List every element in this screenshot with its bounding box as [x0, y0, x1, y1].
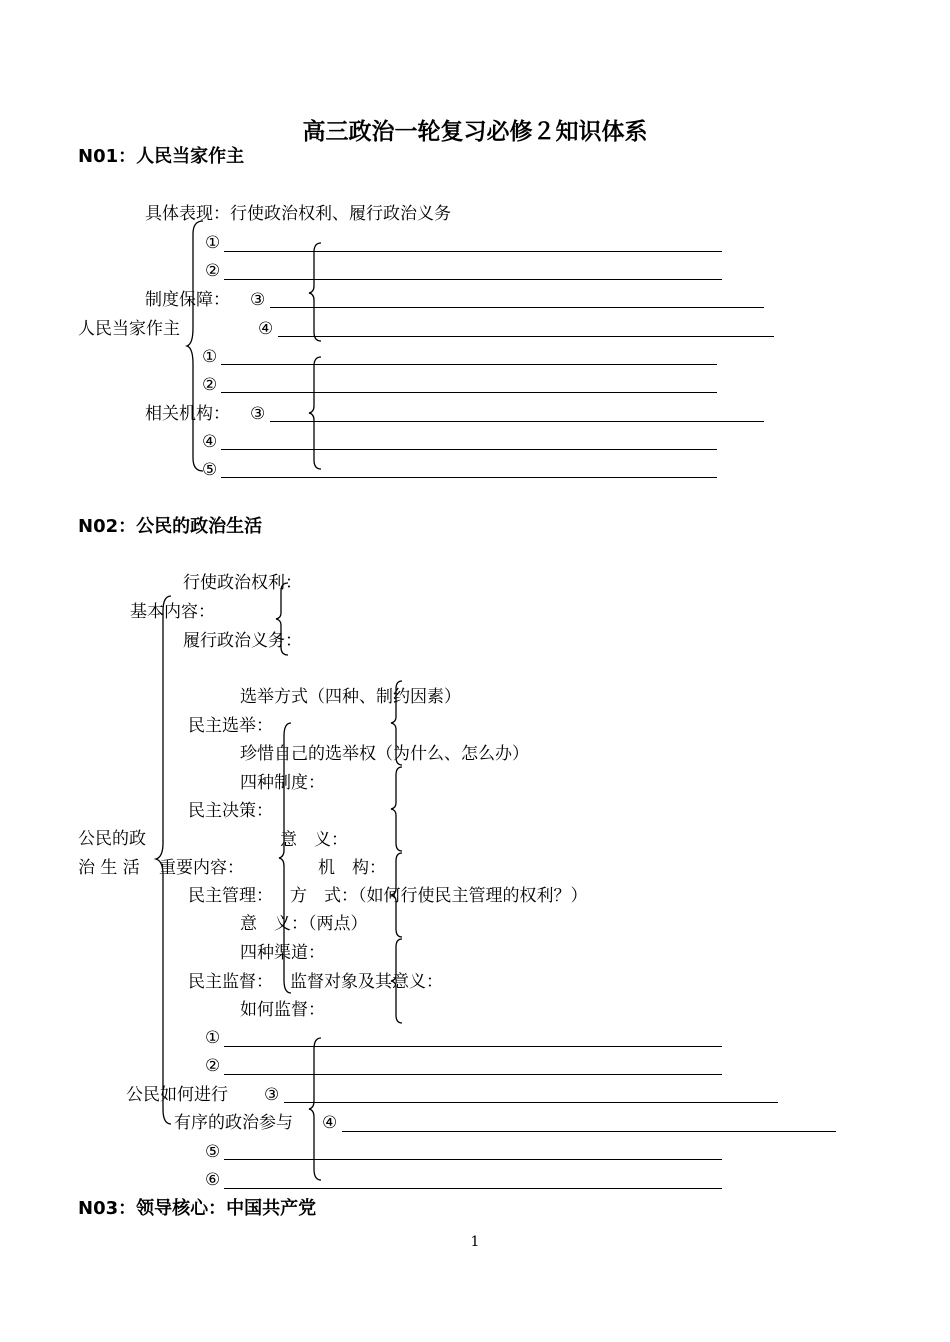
participate-mark-2: ② — [205, 1056, 221, 1076]
answer-line[interactable] — [221, 477, 717, 478]
system-brace — [308, 242, 324, 342]
supervision-label: 民主监督： — [188, 972, 273, 992]
no2-root-line1: 公民的政 — [78, 829, 146, 849]
institution-brace — [308, 356, 324, 470]
system-mark-1: ① — [205, 233, 221, 253]
supervision-brace — [390, 938, 404, 1024]
no2-root-line2: 治 生 活 — [78, 858, 140, 878]
system-mark-2: ② — [205, 261, 221, 281]
answer-line[interactable] — [221, 449, 717, 450]
organ-text: 机 构： — [318, 858, 386, 878]
page-number: 1 — [470, 1234, 480, 1250]
answer-line[interactable] — [270, 307, 764, 308]
meaning-1-text: 意 义： — [280, 830, 348, 850]
decision-label: 民主决策： — [188, 801, 273, 821]
answer-line[interactable] — [224, 251, 722, 252]
participate-mark-5: ⑤ — [205, 1142, 221, 1162]
institution-mark-5: ⑤ — [202, 460, 218, 480]
answer-line[interactable] — [224, 1074, 722, 1075]
participate-label-1: 公民如何进行 — [126, 1085, 228, 1105]
participate-mark-3: ③ — [264, 1085, 280, 1105]
section-heading-no2: N02：公民的政治生活 — [78, 516, 263, 537]
election-brace — [390, 680, 404, 766]
important-brace — [278, 722, 294, 994]
decision-brace — [390, 766, 404, 852]
institution-label: 相关机构： — [145, 404, 230, 424]
management-brace — [390, 852, 404, 938]
answer-line[interactable] — [221, 392, 717, 393]
election-methods-text: 选举方式（四种、制约因素） — [240, 687, 461, 707]
exercise-rights-text: 行使政治权利： — [183, 573, 302, 593]
how-supervise-text: 如何监督： — [240, 1000, 325, 1020]
answer-line[interactable] — [224, 1188, 722, 1189]
answer-line[interactable] — [224, 279, 722, 280]
answer-line[interactable] — [278, 336, 774, 337]
system-mark-3: ③ — [250, 290, 266, 310]
institution-mark-3: ③ — [250, 404, 266, 424]
answer-line[interactable] — [224, 1046, 722, 1047]
basic-content-label: 基本内容： — [130, 602, 215, 622]
answer-line[interactable] — [224, 1159, 722, 1160]
participate-mark-4: ④ — [322, 1113, 338, 1133]
election-label: 民主选举： — [188, 716, 273, 736]
four-channels-text: 四种渠道： — [240, 943, 325, 963]
important-content-label: 重要内容： — [159, 858, 244, 878]
participate-mark-6: ⑥ — [205, 1170, 221, 1190]
meaning-2-text: 意 义：（两点） — [240, 914, 368, 934]
system-label: 制度保障： — [145, 290, 230, 310]
method-text: 方 式：（如何行使民主管理的权利？） — [290, 886, 588, 906]
management-label: 民主管理： — [188, 886, 273, 906]
answer-line[interactable] — [221, 364, 717, 365]
supervision-objects-text: 监督对象及其意义： — [290, 972, 443, 992]
participate-mark-1: ① — [205, 1028, 221, 1048]
basic-brace — [275, 582, 291, 656]
section-heading-no1: N01：人民当家作主 — [78, 146, 245, 167]
no1-root-label: 人民当家作主 — [78, 319, 180, 339]
participate-label-2: 有序的政治参与 — [174, 1113, 293, 1133]
page-title: 高三政治一轮复习必修２知识体系 — [302, 119, 648, 145]
participate-brace — [308, 1037, 324, 1181]
answer-line[interactable] — [342, 1131, 836, 1132]
system-mark-4: ④ — [258, 319, 274, 339]
manifest-text: 具体表现：行使政治权利、履行政治义务 — [145, 204, 451, 224]
institution-mark-2: ② — [202, 375, 218, 395]
cherish-vote-text: 珍惜自己的选举权（为什么、怎么办） — [240, 744, 529, 764]
four-systems-text: 四种制度： — [240, 773, 325, 793]
perform-duties-text: 履行政治义务： — [183, 631, 302, 651]
section-heading-no3: N03：领导核心：中国共产党 — [78, 1198, 317, 1219]
institution-mark-1: ① — [202, 347, 218, 367]
answer-line[interactable] — [270, 421, 764, 422]
institution-mark-4: ④ — [202, 432, 218, 452]
answer-line[interactable] — [284, 1102, 778, 1103]
